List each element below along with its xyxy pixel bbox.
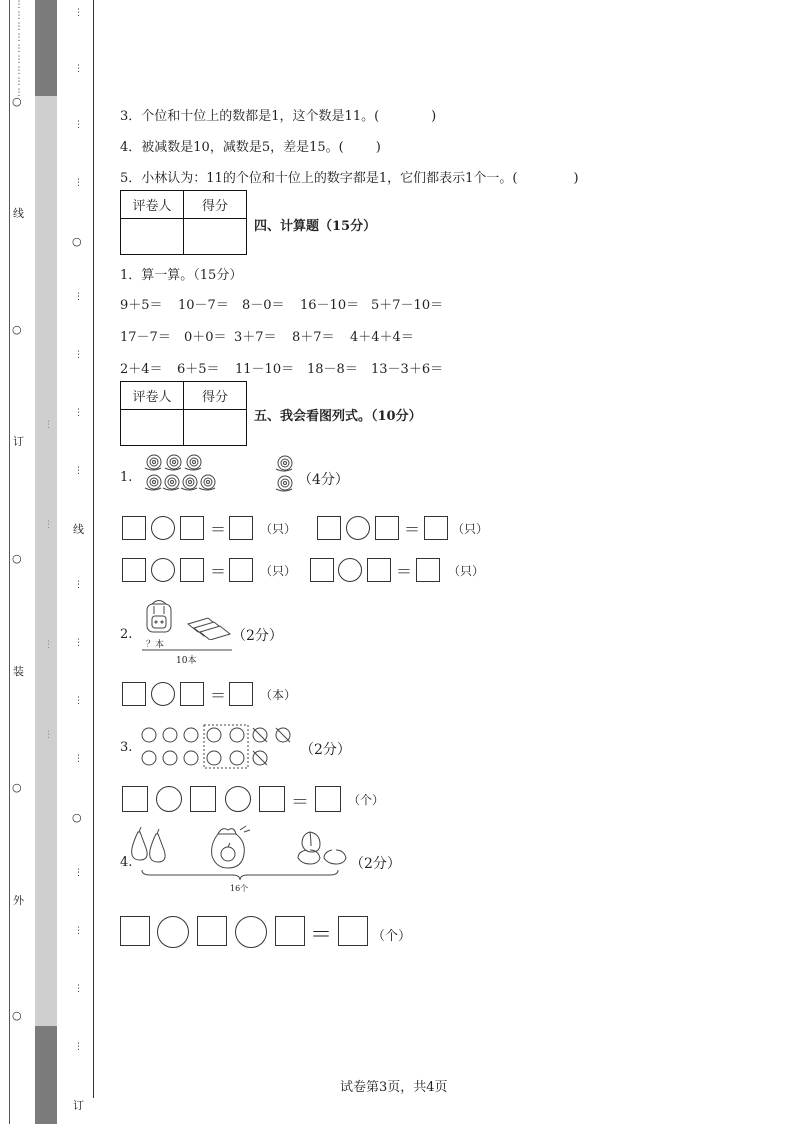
answer-box[interactable] xyxy=(122,786,148,812)
operator-circle[interactable] xyxy=(151,516,175,540)
grader-cell[interactable] xyxy=(121,219,184,255)
answer-box[interactable] xyxy=(229,558,253,582)
outer-label-wai: 外 xyxy=(13,894,24,907)
operator-circle[interactable] xyxy=(151,682,175,706)
s5-q2-points: （2分） xyxy=(232,628,283,644)
operator-circle[interactable] xyxy=(151,558,175,582)
grader-header: 评卷人 xyxy=(121,382,184,410)
operator-circle[interactable] xyxy=(235,916,267,948)
page-footer: 试卷第3页，共4页 xyxy=(340,1080,448,1095)
calc-item: 0＋0＝ xyxy=(184,330,227,345)
grader-cell[interactable] xyxy=(121,410,184,446)
equals-sign: ＝ xyxy=(210,686,227,705)
snail-group-left-icon xyxy=(143,452,223,494)
answer-box[interactable] xyxy=(338,916,368,946)
equals-sign: ＝ xyxy=(310,923,333,948)
outer-circle-5: ○ xyxy=(12,1009,22,1022)
pears-icon xyxy=(128,826,172,866)
answer-box[interactable] xyxy=(416,558,440,582)
operator-circle[interactable] xyxy=(338,558,362,582)
calc-item: 2＋4＝ xyxy=(120,362,163,377)
calc-item: 6＋5＝ xyxy=(177,362,220,377)
grader-table-4 xyxy=(120,190,247,255)
calc-item: 8＋7＝ xyxy=(292,330,335,345)
outer-circle-2: ○ xyxy=(12,323,22,336)
calc-item: 4＋4＋4＝ xyxy=(350,330,414,345)
unit-label: （个） xyxy=(372,929,412,944)
calc-item: 10－7＝ xyxy=(178,298,229,313)
s5-q3-points: （2分） xyxy=(300,742,351,758)
calc-item: 9＋5＝ xyxy=(120,298,163,313)
s5-q1-number: 1. xyxy=(120,470,133,485)
answer-box[interactable] xyxy=(317,516,341,540)
score-header: 得分 xyxy=(184,382,247,410)
answer-box[interactable] xyxy=(122,516,146,540)
outer-label-ding: 订 xyxy=(13,435,24,448)
answer-box[interactable] xyxy=(259,786,285,812)
score-header: 得分 xyxy=(184,191,247,219)
outer-dot-column: ⋮ ⋮ ⋮ ⋮ ⋮ ⋮ ⋮ ⋮ ⋮ xyxy=(14,0,24,98)
answer-box[interactable] xyxy=(310,558,334,582)
calc-item: 11－10＝ xyxy=(235,362,295,377)
calc-item: 8－0＝ xyxy=(242,298,285,313)
snail-group-right-icon xyxy=(273,454,297,496)
inner-label-xian: 线 xyxy=(73,523,84,536)
binding-right-line xyxy=(93,0,94,1098)
s5-q4-points: （2分） xyxy=(350,856,401,872)
answer-box[interactable] xyxy=(315,786,341,812)
section4-title: 四、计算题（15分） xyxy=(254,219,377,234)
inner-dot-column: ⋮ ⋮ ⋮ ⋮ ⋮ ⋮ ⋮ ⋮ ⋮ ⋮ ⋮ ⋮ ⋮ ⋮ ⋮ ⋮ xyxy=(74,8,83,1052)
outer-circle-4: ○ xyxy=(12,781,22,794)
operator-circle[interactable] xyxy=(156,786,182,812)
peaches-icon xyxy=(296,826,348,866)
answer-box[interactable] xyxy=(180,516,204,540)
unit-label: （只） xyxy=(448,564,485,578)
s5-q4-number: 4. xyxy=(120,855,133,870)
unit-label: （本） xyxy=(260,688,297,702)
unit-label: （只） xyxy=(260,564,297,578)
outer-label-xian: 线 xyxy=(13,207,24,220)
operator-circle[interactable] xyxy=(225,786,251,812)
question-3: 3．个位和十位上的数都是1，这个数是11。( ) xyxy=(120,109,437,124)
answer-box[interactable] xyxy=(375,516,399,540)
outer-circle-3: ○ xyxy=(12,552,22,565)
calc-item: 5＋7－10＝ xyxy=(371,298,444,313)
answer-box[interactable] xyxy=(229,516,253,540)
equals-sign: ＝ xyxy=(291,792,309,813)
s5-q1-points: （4分） xyxy=(298,472,349,488)
score-cell[interactable] xyxy=(184,219,247,255)
grader-table-5 xyxy=(120,381,247,446)
answer-box[interactable] xyxy=(197,916,227,946)
answer-box[interactable] xyxy=(120,916,150,946)
answer-box[interactable] xyxy=(122,558,146,582)
answer-box[interactable] xyxy=(190,786,216,812)
total-books-label: 10本 xyxy=(176,656,197,666)
unit-label: （只） xyxy=(452,522,489,536)
equals-sign: ＝ xyxy=(210,520,227,539)
equals-sign: ＝ xyxy=(210,562,227,581)
answer-box[interactable] xyxy=(122,682,146,706)
score-cell[interactable] xyxy=(184,410,247,446)
answer-box[interactable] xyxy=(275,916,305,946)
equals-sign: ＝ xyxy=(404,520,421,539)
binding-gray-bar-top xyxy=(35,0,57,96)
circles-diagram xyxy=(140,722,296,770)
inner-label-ding: 订 xyxy=(73,1099,84,1112)
calc-item: 3＋7＝ xyxy=(234,330,277,345)
total-fruit-label: 16个 xyxy=(230,884,249,893)
operator-circle[interactable] xyxy=(157,916,189,948)
answer-box[interactable] xyxy=(367,558,391,582)
binding-left-border xyxy=(9,0,10,1124)
calc-item: 13－3＋6＝ xyxy=(371,362,444,377)
answer-box[interactable] xyxy=(180,682,204,706)
section4-q1: 1．算一算。（15分） xyxy=(120,268,243,283)
inner-faint-dots: ⋮ ⋮ ⋮ ⋮ xyxy=(44,420,53,740)
operator-circle[interactable] xyxy=(346,516,370,540)
calc-item: 18－8＝ xyxy=(307,362,358,377)
grader-header: 评卷人 xyxy=(121,191,184,219)
unit-label: （只） xyxy=(260,522,297,536)
question-5: 5．小林认为：11的个位和十位上的数字都是1，它们都表示1个一。( ) xyxy=(120,171,579,186)
question-4: 4．被减数是10，减数是5，差是15。( ) xyxy=(120,140,381,155)
s5-q2-number: 2. xyxy=(120,627,133,642)
section5-title: 五、我会看图列式。（10分） xyxy=(254,409,422,424)
calc-item: 17－7＝ xyxy=(120,330,171,345)
s5-q3-number: 3. xyxy=(120,740,133,755)
binding-gray-bar-bottom xyxy=(35,1026,57,1124)
backpack-label: ？本 xyxy=(146,640,165,650)
calc-item: 16－10＝ xyxy=(300,298,360,313)
answer-box[interactable] xyxy=(180,558,204,582)
total-brace xyxy=(140,868,340,882)
equals-sign: ＝ xyxy=(396,562,413,581)
answer-box[interactable] xyxy=(229,682,253,706)
unit-label: （个） xyxy=(348,793,385,807)
answer-box[interactable] xyxy=(424,516,448,540)
inner-circle-1: ○ xyxy=(72,235,82,248)
books-stack-icon xyxy=(186,614,232,640)
backpack-icon xyxy=(142,598,176,638)
outer-circle-1: ○ xyxy=(12,95,22,108)
inner-circle-2: ○ xyxy=(72,811,82,824)
fruit-bag-icon xyxy=(204,824,254,870)
outer-label-zhuang: 装 xyxy=(13,665,24,678)
